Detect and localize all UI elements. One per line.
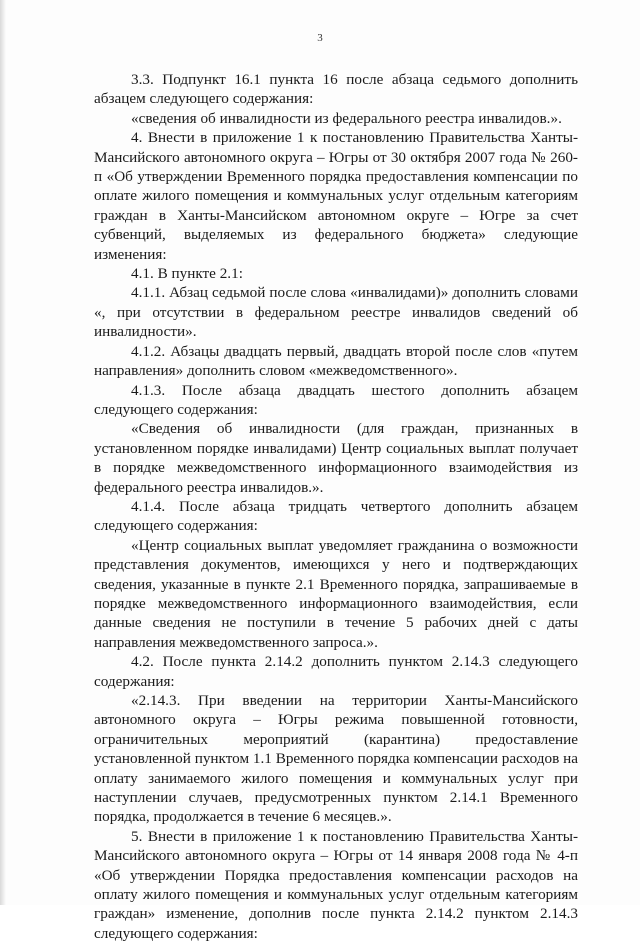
document-body [94,70,578,943]
paragraph-3-3: 3.3. Подпункт 16.1 пункта 16 после абзаца седьмого дополнить абзацем следующего содержания: [94,71,578,108]
paragraph-quote-disability-info: «Сведения об инвалидности (для граждан, признанных в установленном порядке инвалидами) Центр социальных выплат получает в порядке межведомственного информационного взаимодействия из федерального реестра инвалидов.». [94,420,578,496]
paragraph-quote-notification: «Центр социальных выплат уведомляет гражданина о возможности представления документов, имеющихся у него и подтверждающих сведения, указанные в пункте 2.1 Временного порядка, запрашиваемые в порядке межведомственного информационного взаимодействия, если данные сведения не поступили в течение 5 рабочих дней с даты направления межведомственного запроса.». [94,536,578,651]
paragraph-5: 5. Внести в приложение 1 к постановлению Правительства Ханты-Мансийского автономного округа – Югры от 14 января 2008 года № 4-п «Об утверждении Порядка предоставления компенсации расходов на оплату жилого помещения и коммунальных услуг отдельным категориям граждан» изменение, дополнив после пункта 2.14.2 пунктом 2.14.3 следующего содержания: [94,827,578,942]
scan-edge-shadow [0,0,6,905]
paragraph-4-1: 4.1. В пункте 2.1: [131,265,243,283]
paragraph-4-1-2: 4.1.2. Абзацы двадцать первый, двадцать второй после слов «путем направления» дополнить словом «межведомственного». [94,342,578,380]
paragraph-4-1-3: 4.1.3. После абзаца двадцать шестого дополнить абзацем следующего содержания: [94,381,578,418]
paragraph-4-1-4: 4.1.4. После абзаца тридцать четвертого дополнить абзацем следующего содержания: [94,497,578,535]
paragraph-4-2: 4.2. После пункта 2.14.2 дополнить пунктом 2.14.3 следующего содержания: [94,653,578,690]
paragraph-quote-registry: «сведения об инвалидности из федерального реестра инвалидов.». [131,109,562,127]
paragraph-quote-2-14-3: «2.14.3. При введении на территории Ханты-Мансийского автономного округа – Югры режима повышенной готовности, ограничительных мероприятий (карантина) предоставление установленной пунктом 1.1 Временного порядка компенсации расходов на оплату занимаемого жилого помещения и коммунальных услуг при наступлении случаев, предусмотренных пунктом 2.14.1 Временного порядка, продолжается в течение 6 месяцев.». [94,692,578,826]
paragraph-4: 4. Внести в приложение 1 к постановлению Правительства Ханты-Мансийского автономного округа – Югры от 30 октября 2007 года № 260-п «Об утверждении Временного порядка предоставления компенсации по оплате жилого помещения и коммунальных услуг отдельным категориям граждан в Ханты-Мансийском автономном округе – Югре за счет субвенций, выделяемых из федерального бюджета» следующие изменения: [94,129,578,263]
paragraph-4-1-1: 4.1.1. Абзац седьмой после слова «инвалидами)» дополнить словами «, при отсутствии в федеральном реестре инвалидов сведений об инвалидности». [94,284,578,341]
page-number: 3 [317,32,323,44]
